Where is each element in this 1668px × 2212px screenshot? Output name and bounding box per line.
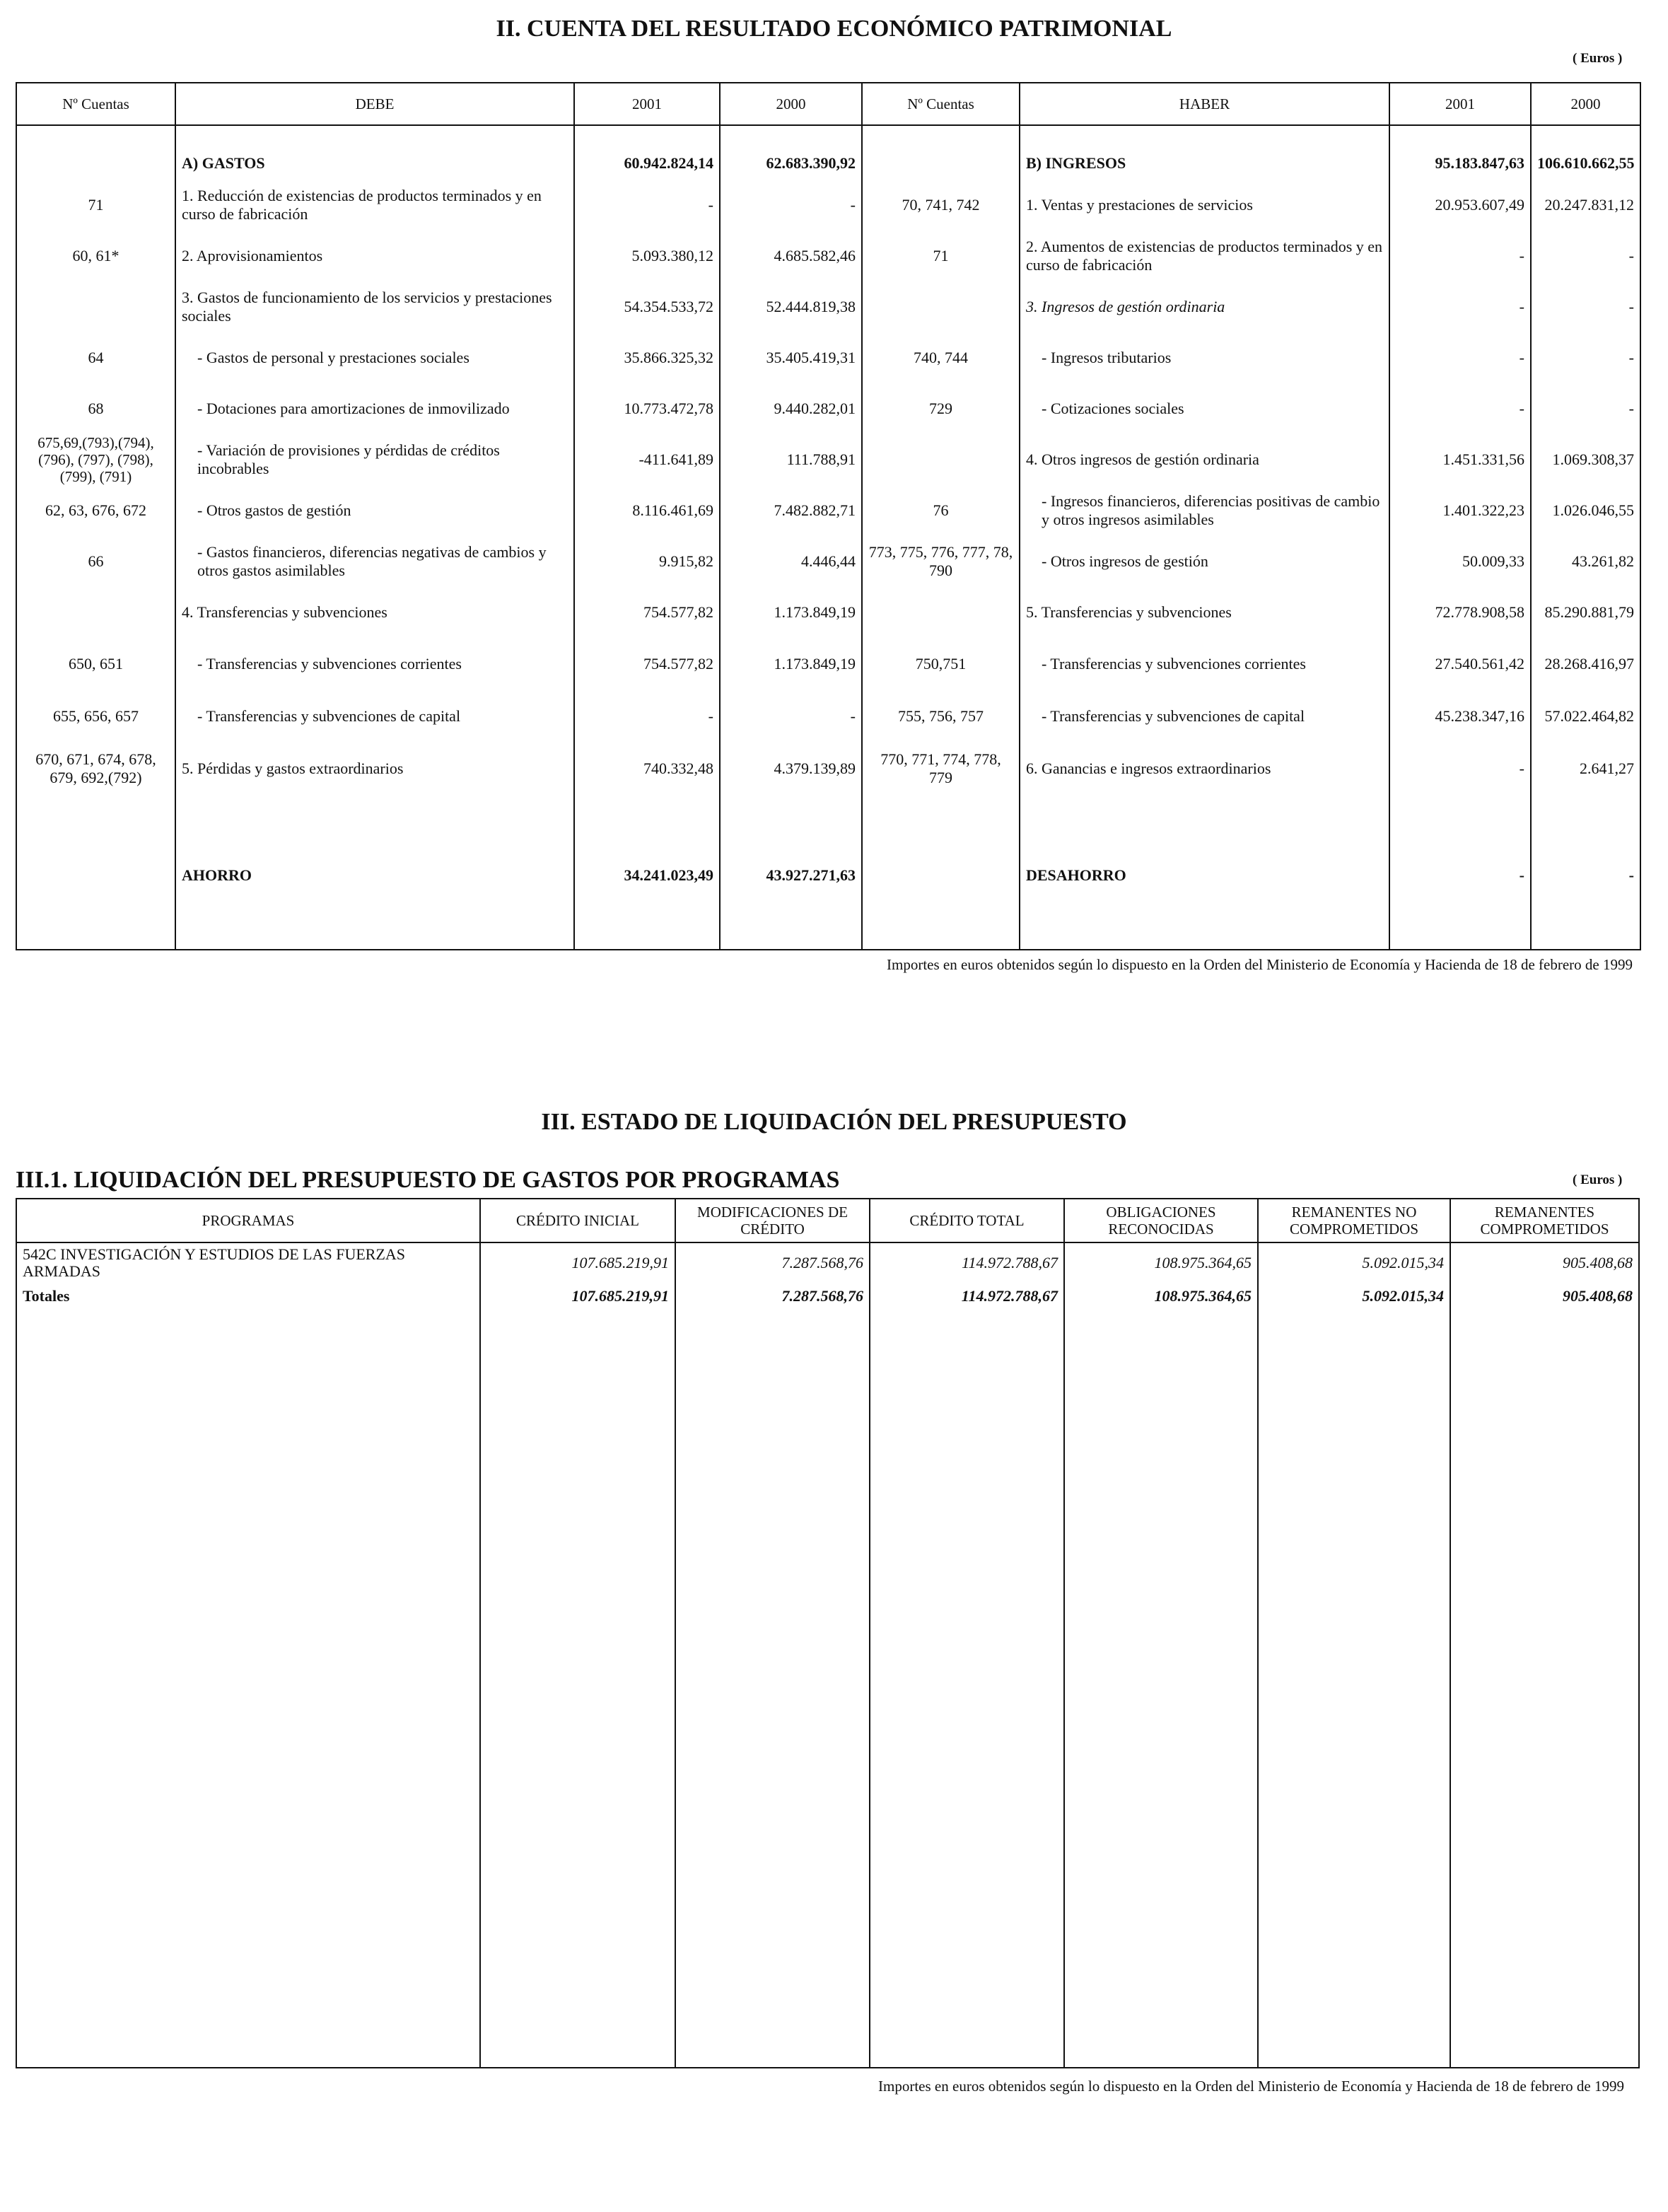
cuenta-haber: 729 bbox=[862, 383, 1020, 434]
debe-2000: - bbox=[720, 180, 862, 231]
remanentes-no-comprometidos: 5.092.015,34 bbox=[1258, 1242, 1450, 1282]
cuenta-haber: 770, 771, 774, 778, 779 bbox=[862, 743, 1020, 795]
cuenta-haber: 70, 741, 742 bbox=[862, 180, 1020, 231]
cuenta-debe: 670, 671, 674, 678, 679, 692,(792) bbox=[16, 743, 175, 795]
table-row bbox=[16, 485, 1640, 536]
haber-2000: 85.290.881,79 bbox=[1531, 587, 1640, 638]
obligaciones: 108.975.364,65 bbox=[1064, 1242, 1258, 1282]
cuenta-haber: 76 bbox=[862, 485, 1020, 536]
total-remanentes-no-comprometidos: 5.092.015,34 bbox=[1258, 1282, 1450, 1310]
debe-2001: -411.641,89 bbox=[574, 434, 720, 485]
total-modificaciones: 7.287.568,76 bbox=[675, 1282, 870, 1310]
header-haber: HABER bbox=[1020, 83, 1389, 125]
debe-2001: 8.116.461,69 bbox=[574, 485, 720, 536]
haber-concept: - Ingresos financieros, diferencias positivas de cambio y otros ingresos asimilables bbox=[1020, 485, 1389, 536]
cuenta-debe: 650, 651 bbox=[16, 638, 175, 690]
debe-2000: 4.685.582,46 bbox=[720, 231, 862, 281]
section2-unit: ( Euros ) bbox=[1573, 51, 1623, 66]
haber-2001: 45.238.347,16 bbox=[1389, 690, 1531, 743]
haber-concept: - Transferencias y subvenciones de capital bbox=[1020, 690, 1389, 743]
haber-concept: 1. Ventas y prestaciones de servicios bbox=[1020, 180, 1389, 231]
header-credito-inicial: CRÉDITO INICIAL bbox=[480, 1199, 675, 1242]
cuenta-debe bbox=[16, 587, 175, 638]
haber-2000: - bbox=[1531, 847, 1640, 904]
debe-2001: 5.093.380,12 bbox=[574, 231, 720, 281]
haber-2001: 20.953.607,49 bbox=[1389, 180, 1531, 231]
debe-2001: - bbox=[574, 180, 720, 231]
header-obligaciones: OBLIGACIONES RECONOCIDAS bbox=[1064, 1199, 1258, 1242]
table-row bbox=[16, 434, 1640, 485]
haber-2000: 106.610.662,55 bbox=[1531, 147, 1640, 180]
table-row bbox=[16, 743, 1640, 795]
cuenta-debe: 655, 656, 657 bbox=[16, 690, 175, 743]
haber-2000: 43.261,82 bbox=[1531, 536, 1640, 587]
modificaciones: 7.287.568,76 bbox=[675, 1242, 870, 1282]
table-row bbox=[16, 536, 1640, 587]
table-row bbox=[16, 638, 1640, 690]
table-row bbox=[16, 147, 1640, 180]
cuenta-debe bbox=[16, 147, 175, 180]
table-row bbox=[16, 332, 1640, 383]
header-cuentas-debe: Nº Cuentas bbox=[16, 83, 175, 125]
debe-2001: - bbox=[574, 690, 720, 743]
debe-concept: - Variación de provisiones y pérdidas de créditos incobrables bbox=[175, 434, 574, 485]
debe-concept: - Transferencias y subvenciones corrientes bbox=[175, 638, 574, 690]
haber-concept: - Otros ingresos de gestión bbox=[1020, 536, 1389, 587]
section3-subtitle: III.1. LIQUIDACIÓN DEL PRESUPUESTO DE GASTOS POR PROGRAMAS bbox=[16, 1167, 840, 1193]
header-2000-haber: 2000 bbox=[1531, 83, 1640, 125]
debe-2000: 9.440.282,01 bbox=[720, 383, 862, 434]
debe-2000: 1.173.849,19 bbox=[720, 587, 862, 638]
haber-2001: 50.009,33 bbox=[1389, 536, 1531, 587]
haber-concept: 5. Transferencias y subvenciones bbox=[1020, 587, 1389, 638]
section2-footnote: Importes en euros obtenidos según lo dispuesto en la Orden del Ministerio de Economía y Hacienda de 18 de febrero de 1999 bbox=[887, 956, 1633, 973]
cuenta-debe: 60, 61* bbox=[16, 231, 175, 281]
totals-label: Totales bbox=[16, 1282, 480, 1310]
table-row bbox=[16, 281, 1640, 332]
haber-2001: 72.778.908,58 bbox=[1389, 587, 1531, 638]
haber-2000: 2.641,27 bbox=[1531, 743, 1640, 795]
debe-2001: 740.332,48 bbox=[574, 743, 720, 795]
cuenta-debe: 71 bbox=[16, 180, 175, 231]
cuenta-haber bbox=[862, 587, 1020, 638]
haber-2000: 1.069.308,37 bbox=[1531, 434, 1640, 485]
haber-2001: 95.183.847,63 bbox=[1389, 147, 1531, 180]
haber-concept: 4. Otros ingresos de gestión ordinaria bbox=[1020, 434, 1389, 485]
cuenta-resultado-table bbox=[16, 82, 1641, 950]
haber-2001: - bbox=[1389, 231, 1531, 281]
haber-2000: 20.247.831,12 bbox=[1531, 180, 1640, 231]
cuenta-haber: 755, 756, 757 bbox=[862, 690, 1020, 743]
table-row bbox=[16, 690, 1640, 743]
haber-concept: 6. Ganancias e ingresos extraordinarios bbox=[1020, 743, 1389, 795]
section2-title: II. CUENTA DEL RESULTADO ECONÓMICO PATRIMONIAL bbox=[496, 16, 1172, 42]
haber-concept: DESAHORRO bbox=[1020, 847, 1389, 904]
haber-2000: 28.268.416,97 bbox=[1531, 638, 1640, 690]
debe-2000: 4.379.139,89 bbox=[720, 743, 862, 795]
debe-2001: 34.241.023,49 bbox=[574, 847, 720, 904]
header-credito-total: CRÉDITO TOTAL bbox=[870, 1199, 1064, 1242]
cuenta-haber bbox=[862, 847, 1020, 904]
debe-concept: 5. Pérdidas y gastos extraordinarios bbox=[175, 743, 574, 795]
debe-2001: 9.915,82 bbox=[574, 536, 720, 587]
table-header-row bbox=[16, 83, 1640, 125]
total-remanentes-comprometidos: 905.408,68 bbox=[1450, 1282, 1639, 1310]
debe-2001: 754.577,82 bbox=[574, 638, 720, 690]
header-2000-debe: 2000 bbox=[720, 83, 862, 125]
haber-2001: - bbox=[1389, 383, 1531, 434]
cuenta-haber bbox=[862, 434, 1020, 485]
header-debe: DEBE bbox=[175, 83, 574, 125]
credito-total: 114.972.788,67 bbox=[870, 1242, 1064, 1282]
header-programas: PROGRAMAS bbox=[16, 1199, 480, 1242]
table-row bbox=[16, 231, 1640, 281]
haber-concept: 2. Aumentos de existencias de productos terminados y en curso de fabricación bbox=[1020, 231, 1389, 281]
debe-concept: 1. Reducción de existencias de productos terminados y en curso de fabricación bbox=[175, 180, 574, 231]
debe-2000: 35.405.419,31 bbox=[720, 332, 862, 383]
total-credito-total: 114.972.788,67 bbox=[870, 1282, 1064, 1310]
cuenta-haber: 71 bbox=[862, 231, 1020, 281]
haber-2000: - bbox=[1531, 332, 1640, 383]
cuenta-debe bbox=[16, 281, 175, 332]
cuenta-debe bbox=[16, 847, 175, 904]
haber-2000: - bbox=[1531, 383, 1640, 434]
section3-unit: ( Euros ) bbox=[1573, 1172, 1623, 1187]
debe-concept: 3. Gastos de funcionamiento de los servicios y prestaciones sociales bbox=[175, 281, 574, 332]
debe-concept: - Transferencias y subvenciones de capital bbox=[175, 690, 574, 743]
haber-2001: - bbox=[1389, 743, 1531, 795]
cuenta-debe: 68 bbox=[16, 383, 175, 434]
haber-2001: 27.540.561,42 bbox=[1389, 638, 1531, 690]
header-modificaciones: MODIFICACIONES DE CRÉDITO bbox=[675, 1199, 870, 1242]
haber-concept: - Transferencias y subvenciones corrientes bbox=[1020, 638, 1389, 690]
debe-2000: - bbox=[720, 690, 862, 743]
haber-2000: - bbox=[1531, 231, 1640, 281]
debe-concept: 2. Aprovisionamientos bbox=[175, 231, 574, 281]
cuenta-debe: 675,69,(793),(794), (796), (797), (798), (799), (791) bbox=[16, 434, 175, 485]
haber-concept: - Ingresos tributarios bbox=[1020, 332, 1389, 383]
cuenta-haber bbox=[862, 281, 1020, 332]
cuenta-debe: 62, 63, 676, 672 bbox=[16, 485, 175, 536]
credito-inicial: 107.685.219,91 bbox=[480, 1242, 675, 1282]
debe-concept: A) GASTOS bbox=[175, 147, 574, 180]
cuenta-haber: 740, 744 bbox=[862, 332, 1020, 383]
table-row bbox=[16, 1242, 1639, 1282]
debe-2000: 62.683.390,92 bbox=[720, 147, 862, 180]
debe-2000: 43.927.271,63 bbox=[720, 847, 862, 904]
header-2001-haber: 2001 bbox=[1389, 83, 1531, 125]
debe-2000: 7.482.882,71 bbox=[720, 485, 862, 536]
remanentes-comprometidos: 905.408,68 bbox=[1450, 1242, 1639, 1282]
haber-2001: - bbox=[1389, 847, 1531, 904]
cuenta-debe: 66 bbox=[16, 536, 175, 587]
cuenta-haber: 750,751 bbox=[862, 638, 1020, 690]
table-row bbox=[16, 587, 1640, 638]
debe-2001: 754.577,82 bbox=[574, 587, 720, 638]
haber-2000: 57.022.464,82 bbox=[1531, 690, 1640, 743]
debe-concept: - Otros gastos de gestión bbox=[175, 485, 574, 536]
debe-concept: - Gastos financieros, diferencias negativas de cambios y otros gastos asimilables bbox=[175, 536, 574, 587]
haber-2001: - bbox=[1389, 332, 1531, 383]
programa-name: 542C INVESTIGACIÓN Y ESTUDIOS DE LAS FUERZAS ARMADAS bbox=[16, 1242, 480, 1282]
cuenta-haber: 773, 775, 776, 777, 78, 790 bbox=[862, 536, 1020, 587]
total-credito-inicial: 107.685.219,91 bbox=[480, 1282, 675, 1310]
haber-2001: - bbox=[1389, 281, 1531, 332]
haber-2001: 1.401.322,23 bbox=[1389, 485, 1531, 536]
debe-2000: 1.173.849,19 bbox=[720, 638, 862, 690]
cuenta-haber bbox=[862, 147, 1020, 180]
debe-2001: 35.866.325,32 bbox=[574, 332, 720, 383]
haber-2001: 1.451.331,56 bbox=[1389, 434, 1531, 485]
section3-title: III. ESTADO DE LIQUIDACIÓN DEL PRESUPUESTO bbox=[541, 1109, 1127, 1135]
haber-concept: - Cotizaciones sociales bbox=[1020, 383, 1389, 434]
debe-2000: 111.788,91 bbox=[720, 434, 862, 485]
debe-concept: - Dotaciones para amortizaciones de inmovilizado bbox=[175, 383, 574, 434]
table-row bbox=[16, 383, 1640, 434]
debe-2000: 4.446,44 bbox=[720, 536, 862, 587]
header-2001-debe: 2001 bbox=[574, 83, 720, 125]
total-obligaciones: 108.975.364,65 bbox=[1064, 1282, 1258, 1310]
haber-2000: 1.026.046,55 bbox=[1531, 485, 1640, 536]
table-row bbox=[16, 180, 1640, 231]
debe-2001: 54.354.533,72 bbox=[574, 281, 720, 332]
haber-concept: 3. Ingresos de gestión ordinaria bbox=[1020, 281, 1389, 332]
header-remanentes-no-comprometidos: REMANENTES NO COMPROMETIDOS bbox=[1258, 1199, 1450, 1242]
totals-row bbox=[16, 1282, 1639, 1310]
haber-concept: B) INGRESOS bbox=[1020, 147, 1389, 180]
debe-2001: 60.942.824,14 bbox=[574, 147, 720, 180]
debe-2001: 10.773.472,78 bbox=[574, 383, 720, 434]
haber-2000: - bbox=[1531, 281, 1640, 332]
debe-concept: - Gastos de personal y prestaciones sociales bbox=[175, 332, 574, 383]
table-header-row bbox=[16, 1199, 1639, 1242]
debe-concept: AHORRO bbox=[175, 847, 574, 904]
debe-concept: 4. Transferencias y subvenciones bbox=[175, 587, 574, 638]
header-remanentes-comprometidos: REMANENTES COMPROMETIDOS bbox=[1450, 1199, 1639, 1242]
table-row bbox=[16, 847, 1640, 904]
section3-footnote: Importes en euros obtenidos según lo dispuesto en la Orden del Ministerio de Economía y Hacienda de 18 de febrero de 1999 bbox=[878, 2078, 1624, 2095]
debe-2000: 52.444.819,38 bbox=[720, 281, 862, 332]
liquidacion-presupuesto-table bbox=[16, 1198, 1640, 2068]
header-cuentas-haber: Nº Cuentas bbox=[862, 83, 1020, 125]
cuenta-debe: 64 bbox=[16, 332, 175, 383]
